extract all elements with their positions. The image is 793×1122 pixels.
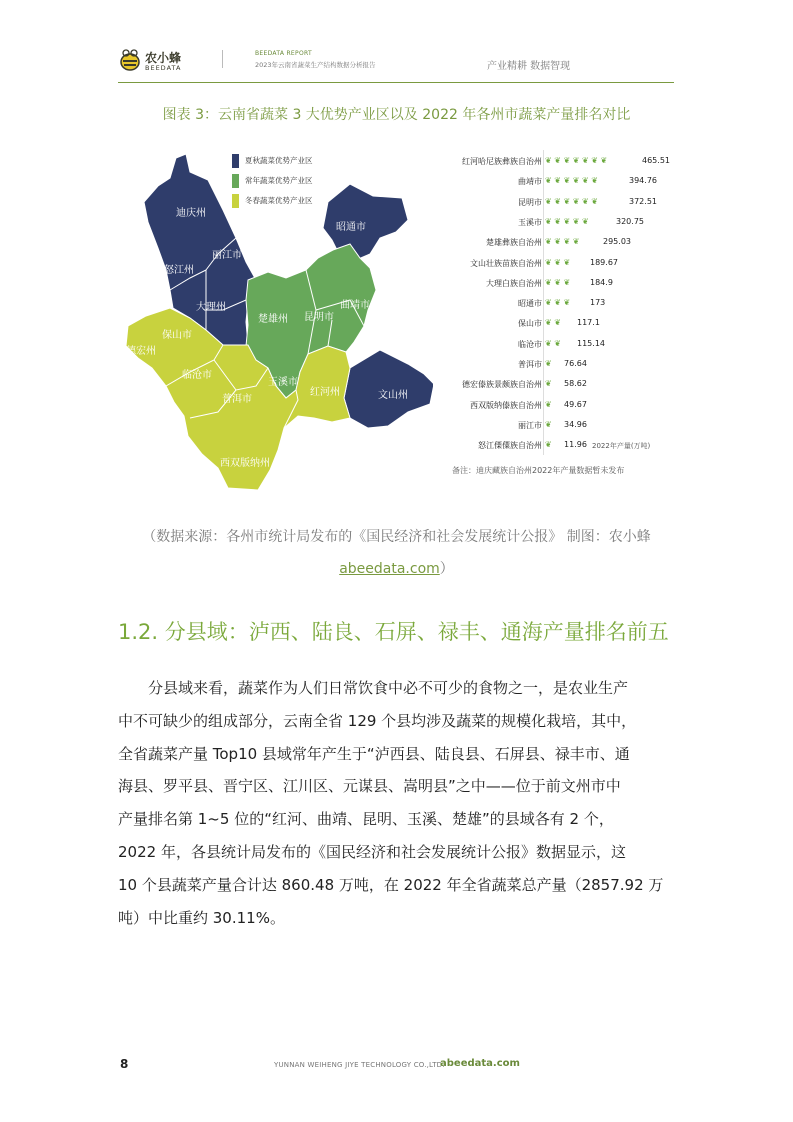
rank-row: [405, 314, 690, 332]
rank-row: [405, 396, 690, 414]
rank-value: 34.96: [564, 419, 587, 429]
legend-item: [232, 194, 313, 214]
rank-label: 临沧市: [518, 339, 542, 349]
paragraph-line: 海县、罗平县、晋宁区、江川区、元谋县、嵩明县”之中——位于前文州市中: [118, 777, 621, 796]
header-slogan: 产业精耕 数据智现: [487, 61, 571, 72]
svg-text:昭通市: 昭通市: [336, 222, 366, 233]
rank-label: 玉溪市: [518, 217, 542, 227]
source-link[interactable]: abeedata.com: [339, 561, 440, 577]
rank-row: [405, 233, 690, 251]
paragraph-line: 10 个县蔬菜产量合计达 860.48 万吨，在 2022 年全省蔬菜总产量（2857.92 万: [118, 875, 664, 894]
rank-value: 76.64: [564, 359, 587, 368]
rank-value: 372.51: [629, 196, 657, 206]
vegetable-icon-bar: ❦ ❦ ❦ ❦ ❦ ❦ ❦: [545, 156, 608, 165]
rank-label: 德宏傣族景颇族自治州: [462, 380, 542, 390]
svg-text:曲靖市: 曲靖市: [340, 300, 370, 311]
vegetable-icon-bar: ❦: [545, 379, 552, 389]
rank-value: 189.67: [590, 257, 618, 267]
body-paragraph: [118, 672, 674, 934]
rank-value: 11.96: [564, 440, 587, 450]
svg-text:文山州: 文山州: [378, 390, 408, 401]
rank-row: [405, 355, 690, 373]
rank-row: [405, 254, 690, 272]
svg-text:昆明市: 昆明市: [304, 312, 334, 323]
vegetable-icon-bar: ❦ ❦ ❦ ❦ ❦ ❦: [545, 196, 598, 206]
logo-subtext: BEEDATA: [145, 64, 182, 72]
rank-value: 320.75: [616, 216, 644, 226]
paragraph-line: 分县域来看，蔬菜作为人们日常饮食中必不可少的食物之一，是农业生产: [148, 679, 629, 697]
source-line-2: [0, 558, 793, 578]
figure-title: 图表 3：云南省蔬菜 3 大优势产业区以及 2022 年各州市蔬菜产量排名对比: [162, 107, 631, 123]
vegetable-icon-bar: ❦ ❦ ❦: [545, 257, 571, 267]
vegetable-icon-bar: ❦ ❦ ❦: [545, 298, 571, 308]
rank-row: [405, 193, 690, 211]
legend-label: 夏秋蔬菜优势产业区: [245, 156, 313, 165]
rank-label: 怒江傈僳族自治州: [478, 441, 542, 451]
legend-item: [232, 174, 313, 194]
rank-row: [405, 172, 690, 190]
rank-value: 465.51: [642, 156, 670, 165]
svg-text:西双版纳州: 西双版纳州: [220, 458, 270, 469]
rank-row: [405, 335, 690, 353]
legend-swatch: [232, 194, 239, 208]
vegetable-icon-bar: ❦: [545, 399, 552, 409]
rank-value: 49.67: [564, 399, 587, 409]
footer-company: YUNNAN WEIHENG JIYE TECHNOLOGY CO.,LTD.: [274, 1061, 445, 1069]
rank-value: 117.1: [577, 318, 600, 328]
figure-note: 备注：迪庆藏族自治州2022年产量数据暂未发布: [452, 466, 625, 475]
svg-text:怒江州: 怒江州: [164, 265, 194, 276]
rank-value: 173: [590, 298, 606, 308]
rank-label: 普洱市: [518, 360, 542, 369]
unit-note: 2022年产量(万吨): [592, 442, 651, 450]
map-legend: [232, 154, 313, 214]
rank-label: 丽江市: [518, 420, 542, 430]
rank-label: 昭通市: [518, 299, 542, 309]
bee-logo-icon: [118, 48, 142, 72]
legend-label: 冬春蔬菜优势产业区: [245, 196, 313, 205]
header-rule: [118, 82, 674, 83]
vegetable-icon-bar: ❦ ❦ ❦ ❦ ❦: [545, 216, 589, 226]
svg-text:临沧市: 临沧市: [182, 370, 212, 381]
report-name-en: BEEDATA REPORT: [255, 50, 312, 57]
svg-text:红河州: 红河州: [310, 387, 340, 398]
svg-text:德宏州: 德宏州: [126, 346, 156, 357]
vegetable-icon-bar: ❦ ❦: [545, 338, 561, 348]
paragraph-line: 中不可缺少的组成部分，云南全省 129 个县均涉及蔬菜的规模化栽培，其中，: [118, 711, 637, 730]
rank-label: 保山市: [518, 319, 542, 329]
rank-row: [405, 416, 690, 434]
rank-row: [405, 152, 690, 170]
rank-label: 昆明市: [518, 197, 542, 207]
vegetable-icon-bar: ❦: [545, 440, 552, 450]
svg-text:大理州: 大理州: [196, 302, 226, 313]
paragraph-line: 产量排名第 1~5 位的“红河、曲靖、昆明、玉溪、楚雄”的县域各有 2 个，: [118, 810, 614, 829]
svg-text:迪庆州: 迪庆州: [176, 208, 206, 219]
section-heading: 1.2. 分县域：泸西、陆良、石屏、禄丰、通海产量排名前五: [118, 620, 669, 644]
legend-swatch: [232, 174, 239, 188]
rank-label: 红河哈尼族彝族自治州: [462, 157, 542, 166]
paragraph-line: 吨）中比重约 30.11%。: [118, 908, 285, 927]
rank-row: [405, 274, 690, 292]
legend-swatch: [232, 154, 239, 168]
rank-label: 西双版纳傣族自治州: [470, 400, 542, 410]
source-line: （数据来源：各州市统计局发布的《国民经济和社会发展统计公报》 制图：农小蜂: [142, 529, 651, 545]
svg-text:保山市: 保山市: [162, 330, 192, 341]
vegetable-icon-bar: ❦ ❦ ❦: [545, 277, 571, 287]
legend-label: 常年蔬菜优势产业区: [245, 176, 313, 185]
report-name-cn: 2023年云南省蔬菜生产结构数据分析报告: [255, 61, 376, 69]
legend-item: [232, 154, 313, 174]
rank-row: [405, 375, 690, 393]
header-divider: [222, 50, 223, 68]
rank-label: 文山壮族苗族自治州: [470, 258, 542, 268]
paragraph-line: 2022 年，各县统计局发布的《国民经济和社会发展统计公报》数据显示，这: [118, 842, 626, 861]
vegetable-icon-bar: ❦ ❦ ❦ ❦ ❦ ❦: [545, 176, 598, 186]
footer-site: abeedata.com: [440, 1058, 520, 1069]
rank-label: 大理白族自治州: [486, 278, 542, 288]
svg-text:丽江市: 丽江市: [212, 250, 242, 261]
vegetable-icon-bar: ❦ ❦ ❦ ❦: [545, 237, 580, 247]
source-close: ）: [439, 561, 454, 577]
vegetable-icon-bar: ❦ ❦: [545, 318, 561, 328]
svg-text:楚雄州: 楚雄州: [258, 314, 288, 325]
rank-row: [405, 213, 690, 231]
rank-label: 曲靖市: [518, 177, 542, 187]
vegetable-icon-bar: ❦: [545, 359, 552, 368]
rank-row: [405, 294, 690, 312]
logo-text: 农小蜂: [145, 51, 182, 65]
rank-value: 295.03: [603, 237, 631, 247]
rank-value: 58.62: [564, 379, 587, 389]
rank-value: 184.9: [590, 277, 613, 287]
svg-text:普洱市: 普洱市: [222, 394, 252, 405]
rank-value: 394.76: [629, 176, 657, 186]
paragraph-line: 全省蔬菜产量 Top10 县域常年产生于“泸西县、陆良县、石屏县、禄丰市、通: [118, 744, 630, 763]
rank-label: 楚雄彝族自治州: [486, 238, 542, 248]
vegetable-icon-bar: ❦: [545, 419, 552, 429]
page-number: 8: [120, 1057, 129, 1071]
svg-text:玉溪市: 玉溪市: [268, 377, 298, 388]
rank-value: 115.14: [577, 338, 605, 348]
